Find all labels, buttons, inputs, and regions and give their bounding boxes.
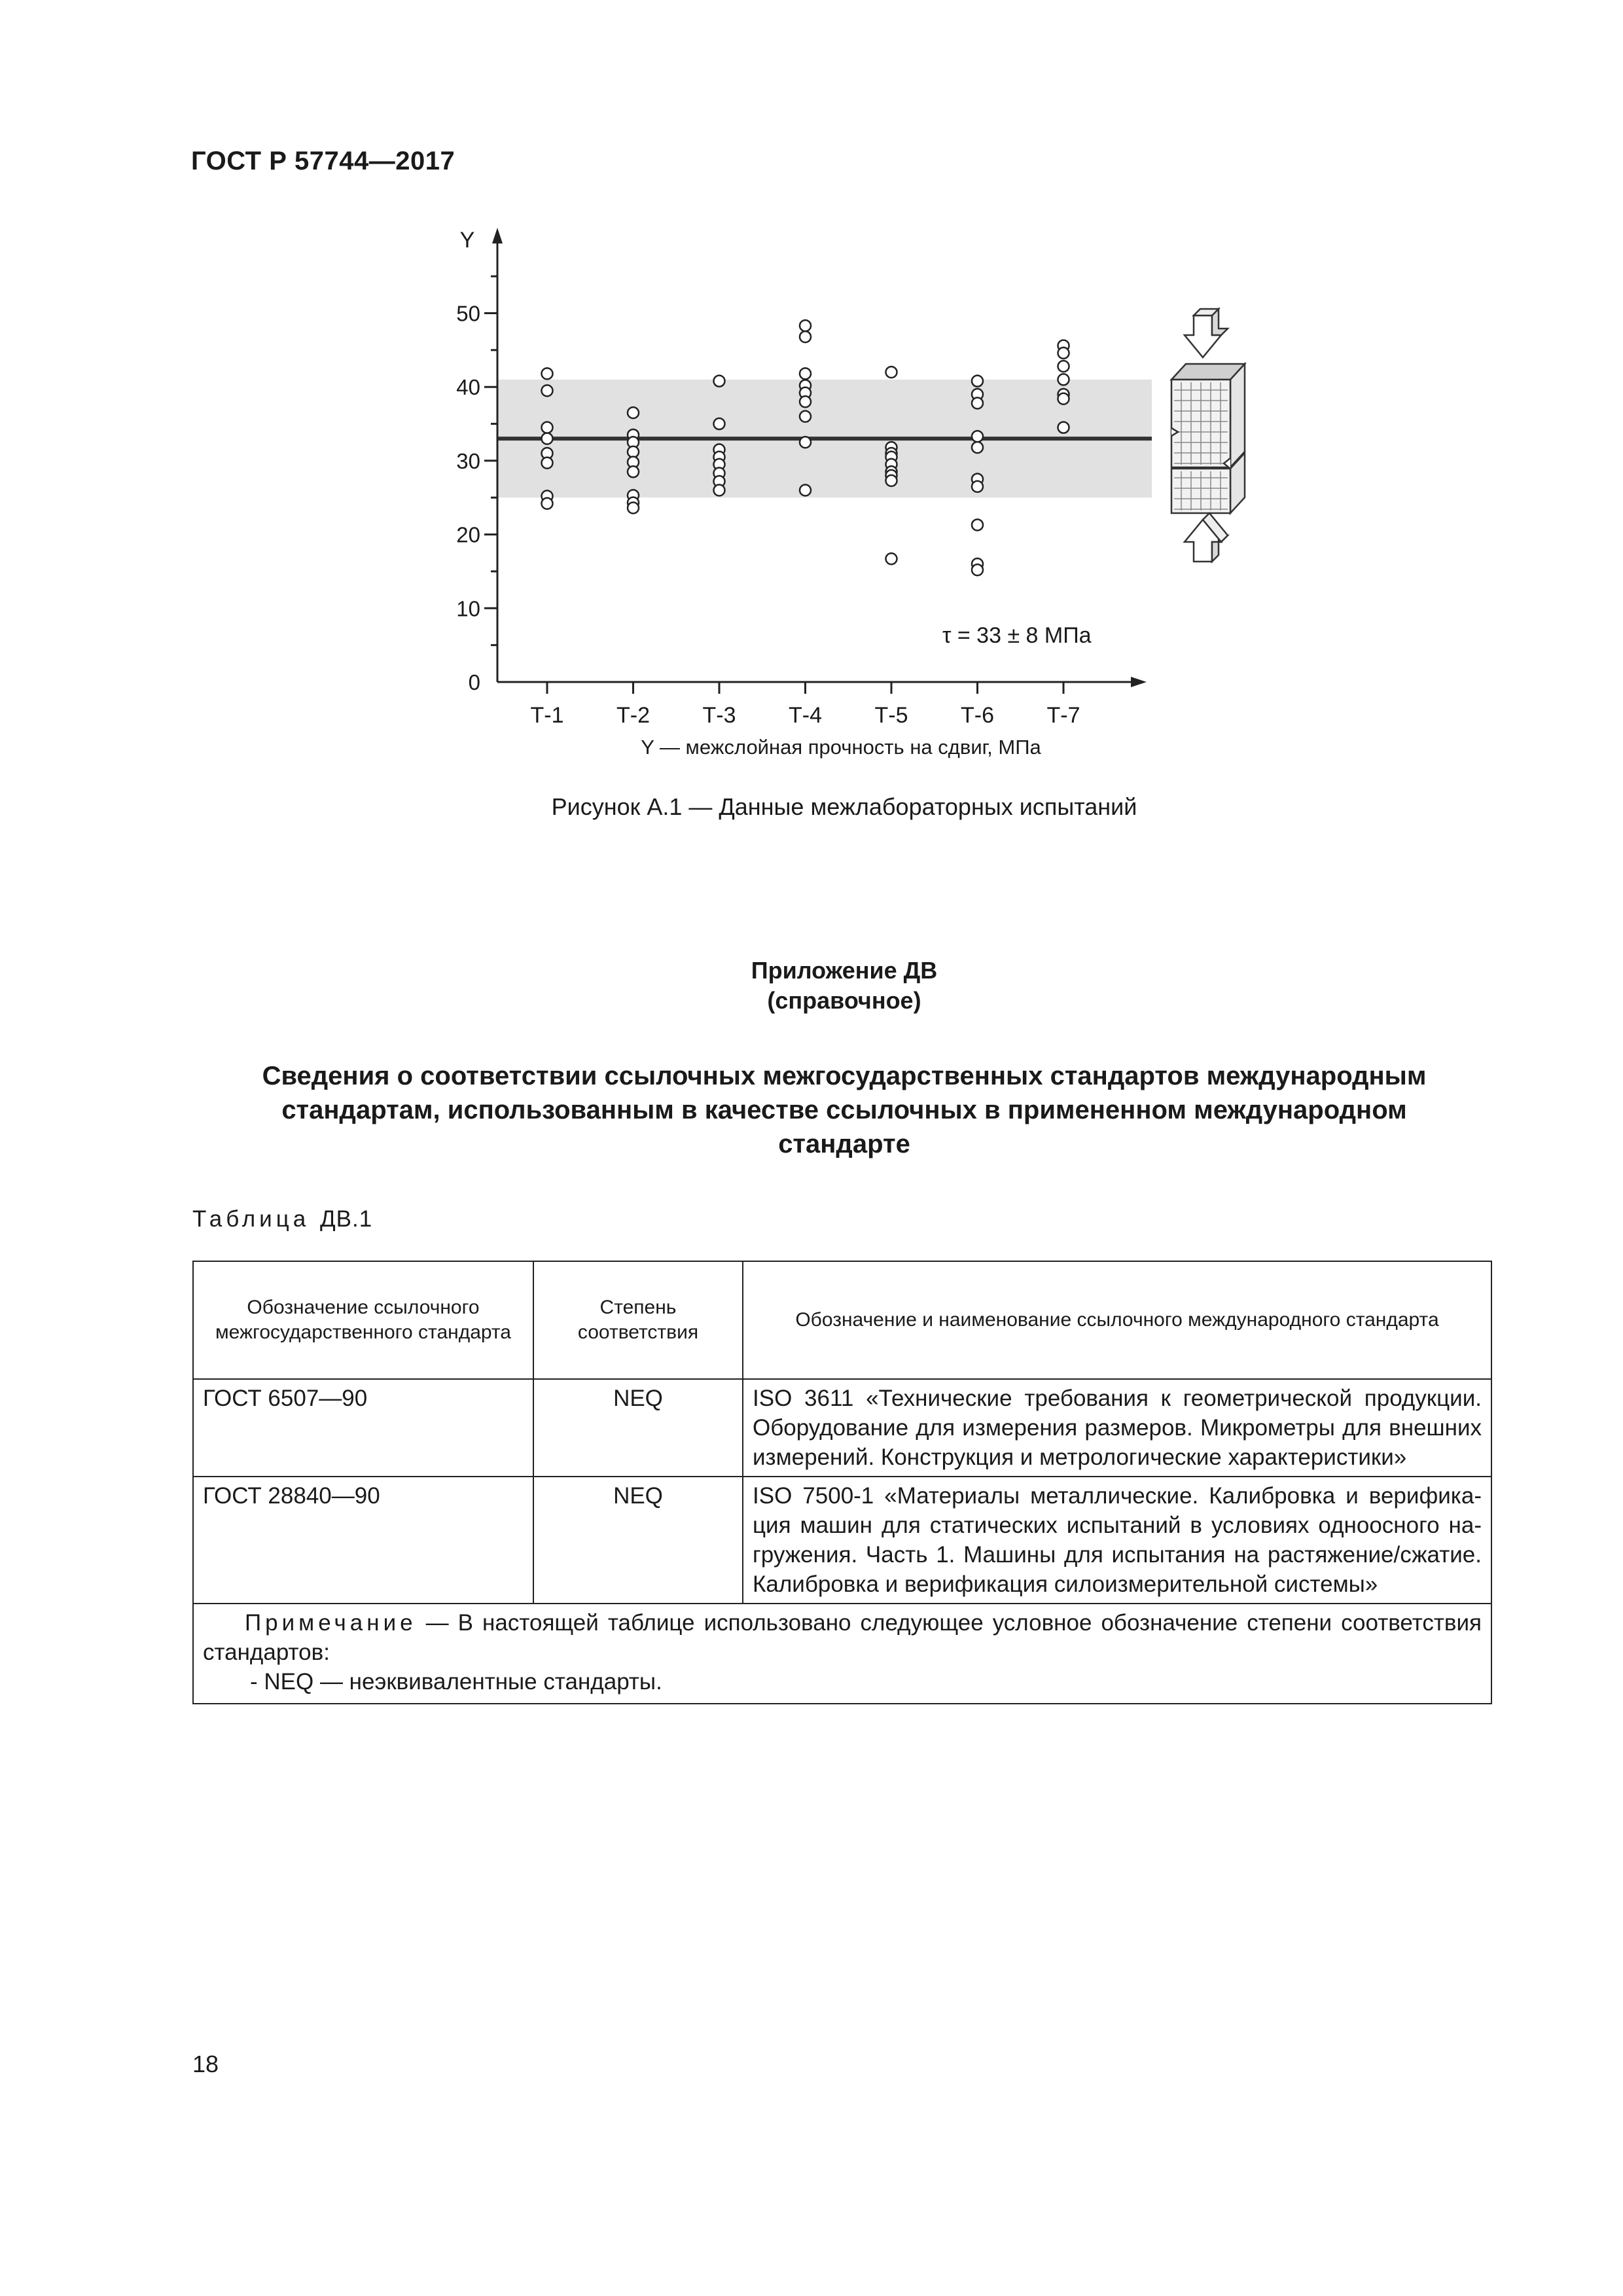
data-point bbox=[714, 376, 725, 387]
y-tick-label: 10 bbox=[456, 596, 480, 621]
cell-code: ГОСТ 6507—90 bbox=[193, 1379, 533, 1477]
cell-degree: NEQ bbox=[533, 1477, 743, 1604]
data-point bbox=[628, 446, 639, 457]
arrow-down-icon bbox=[1185, 309, 1228, 357]
data-point bbox=[542, 385, 553, 396]
y-tick-label: 20 bbox=[456, 522, 480, 547]
header-cell-interstate-standard: Обозначение ссылочного межгосударственного стандарта bbox=[193, 1261, 533, 1379]
data-point bbox=[800, 331, 811, 342]
data-point bbox=[972, 431, 983, 442]
data-point bbox=[714, 484, 725, 495]
specimen-upper-block bbox=[1171, 364, 1245, 467]
data-point bbox=[628, 407, 639, 418]
data-point bbox=[972, 376, 983, 387]
appendix-title-line: Приложение ДВ bbox=[751, 957, 938, 984]
data-point bbox=[800, 320, 811, 331]
x-tick-label: Т-5 bbox=[874, 703, 908, 728]
data-point bbox=[542, 498, 553, 509]
data-point bbox=[800, 437, 811, 448]
data-point bbox=[972, 397, 983, 408]
table-label bbox=[192, 1206, 372, 1232]
data-point bbox=[886, 475, 897, 486]
arrow-up-icon bbox=[1185, 513, 1228, 562]
data-point bbox=[972, 442, 983, 453]
cell-degree: NEQ bbox=[533, 1379, 743, 1477]
x-tick-label: Т-3 bbox=[702, 703, 736, 728]
figure-caption: Рисунок А.1 — Данные межлабораторных испытаний bbox=[551, 793, 1137, 820]
data-point bbox=[542, 422, 553, 433]
x-axis-arrow bbox=[1131, 677, 1147, 687]
table-label-word: Таблица bbox=[192, 1206, 310, 1232]
data-point bbox=[1058, 393, 1069, 404]
appendix-subtitle: (справочное) bbox=[767, 987, 921, 1014]
specimen-compression-icon bbox=[1171, 309, 1245, 562]
note-label: Примечание bbox=[245, 1610, 417, 1636]
data-point bbox=[628, 503, 639, 514]
table-label-number: ДВ.1 bbox=[319, 1206, 373, 1232]
y-tick-label: 50 bbox=[456, 301, 480, 326]
data-point bbox=[800, 484, 811, 495]
scatter-figure bbox=[0, 0, 1623, 785]
data-point bbox=[800, 396, 811, 407]
x-tick-label: Т-7 bbox=[1046, 703, 1080, 728]
section-heading: Сведения о соответствии ссылочных межгосударственных стандартов международным стандартам, использованным в качестве ссылочных в примененном международном стандарте bbox=[262, 1062, 1427, 1158]
cell-intl-standard: ISO 7500-1 «Материалы металлические. Калибровка и верификация машин для статических испытаний в условиях одноосного нагружения. Часть 1. Машины для испытания на растяжение/сжатие. Калибровка и верификация силоизмерительной системы» bbox=[743, 1477, 1491, 1604]
table-note bbox=[193, 1604, 1491, 1704]
y-tick-label: 0 bbox=[468, 670, 480, 694]
data-point bbox=[886, 553, 897, 564]
y-axis-label: Y bbox=[459, 228, 475, 253]
table-row bbox=[193, 1477, 1491, 1604]
data-point bbox=[1058, 361, 1069, 372]
data-point bbox=[972, 481, 983, 492]
x-tick-label: Т-6 bbox=[961, 703, 994, 728]
page-number: 18 bbox=[192, 2051, 219, 2077]
data-point bbox=[800, 368, 811, 379]
axis-legend: Y — межслойная прочность на сдвиг, МПа bbox=[641, 736, 1041, 759]
data-point bbox=[886, 367, 897, 378]
data-point bbox=[1058, 348, 1069, 359]
reference-table bbox=[192, 1261, 1492, 1704]
data-point bbox=[714, 418, 725, 429]
header-cell-international-standard: Обозначение и наименование ссылочного международного стандарта bbox=[743, 1261, 1491, 1379]
table-header-row bbox=[193, 1261, 1491, 1379]
data-point bbox=[542, 457, 553, 469]
data-point bbox=[542, 368, 553, 379]
x-tick-label: Т-2 bbox=[616, 703, 650, 728]
note-text: — В настоящей таблице использовано следующее условное обозначение степени соответствия стандартов: bbox=[203, 1610, 1482, 1665]
header-cell-degree: Степень соответствия bbox=[533, 1261, 743, 1379]
x-tick-label: Т-1 bbox=[530, 703, 564, 728]
y-tick-label: 40 bbox=[456, 375, 480, 400]
cell-code: ГОСТ 28840—90 bbox=[193, 1477, 533, 1604]
appendix-title bbox=[0, 956, 1623, 1016]
table-note-row bbox=[193, 1604, 1491, 1704]
y-axis-arrow bbox=[492, 228, 503, 243]
x-tick-label: Т-4 bbox=[789, 703, 822, 728]
y-tick-label: 30 bbox=[456, 448, 480, 473]
cell-intl-standard: ISO 3611 «Технические требования к геометрической продукции. Оборудование для измерения размеров. Микрометры для внешних измерений. Конструкция и метрологические характеристики» bbox=[743, 1379, 1491, 1477]
document-header: ГОСТ Р 57744—2017 bbox=[191, 147, 455, 175]
tau-annotation: τ = 33 ± 8 МПа bbox=[942, 623, 1092, 648]
data-point bbox=[628, 466, 639, 477]
data-point bbox=[800, 411, 811, 422]
data-point bbox=[542, 433, 553, 444]
data-point bbox=[1058, 374, 1069, 385]
data-point bbox=[972, 519, 983, 530]
data-point bbox=[972, 564, 983, 575]
note-item: - NEQ — неэквивалентные стандарты. bbox=[250, 1669, 662, 1695]
table-row bbox=[193, 1379, 1491, 1477]
data-point bbox=[1058, 422, 1069, 433]
